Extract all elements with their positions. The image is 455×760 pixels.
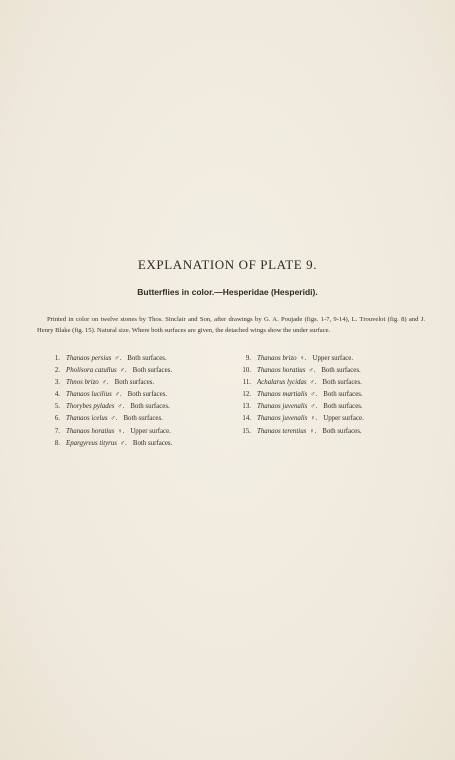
- entry-number: 7.: [54, 427, 60, 435]
- sex-symbol: ♂.: [114, 355, 122, 362]
- sex-symbol: ♂.: [117, 403, 125, 411]
- entry-number: 13.: [242, 403, 251, 411]
- species-name: Thanaos horatius: [257, 367, 306, 375]
- entry-number: 4.: [54, 391, 60, 399]
- surface-note: Both surfaces.: [132, 367, 173, 375]
- list-item: [45, 377, 245, 389]
- surface-note: Upper surface.: [312, 355, 354, 362]
- sex-symbol: ♂.: [309, 379, 317, 387]
- list-item: [45, 365, 245, 377]
- surface-note: Both surfaces.: [322, 427, 362, 435]
- surface-note: Both surfaces.: [132, 439, 173, 447]
- sex-symbol: ♀.: [309, 427, 317, 435]
- species-name: Thanaos lucilius: [66, 391, 112, 399]
- surface-note: Both surfaces.: [127, 355, 167, 362]
- plate-description: [37, 315, 425, 336]
- entries-left-column: [45, 353, 245, 450]
- entry-number: 5.: [54, 403, 60, 411]
- species-name: Thanaos persius: [66, 355, 112, 362]
- surface-note: Both surfaces.: [321, 367, 361, 375]
- description-paragraph: Printed in color on twelve stones by Thos. Sinclair and Son, after drawings by G. A. Poujade (figs. 1-7, 9-14), L. Trouvelot (fig. 8) and J. Henry Blake (fig. 15). Natural size. Where both surfaces are given, the detached wings show the under surface.: [37, 316, 425, 334]
- species-name: Pholisora catullus: [66, 367, 117, 375]
- plate-subtitle: Butterflies in color.—Hesperidae (Hesperidi).: [137, 287, 318, 297]
- sex-symbol: ♂.: [310, 391, 318, 399]
- surface-note: Upper surface.: [130, 427, 171, 435]
- sex-symbol: ♀.: [117, 427, 125, 435]
- species-name: Thnos brizo: [66, 379, 99, 387]
- sex-symbol: ♂.: [101, 379, 109, 387]
- list-item: [45, 438, 245, 450]
- species-name: Thanaos icelus: [66, 415, 108, 423]
- surface-note: Upper surface.: [323, 415, 364, 423]
- list-item: [45, 413, 245, 425]
- surface-note: Both surfaces.: [130, 403, 170, 411]
- entry-number: 10.: [242, 367, 251, 375]
- entry-number: 11.: [242, 379, 251, 387]
- list-item: [45, 389, 245, 401]
- sex-symbol: ♂.: [308, 367, 316, 375]
- list-item: [236, 377, 436, 389]
- species-name: Thanaos terentius: [257, 427, 307, 435]
- entry-number: 9.: [245, 355, 251, 362]
- sex-symbol: ♀.: [310, 415, 318, 423]
- list-item: [236, 413, 436, 425]
- surface-note: Both surfaces.: [123, 415, 163, 423]
- entry-number: 6.: [54, 415, 60, 423]
- list-item: [236, 401, 436, 413]
- sex-symbol: ♂.: [110, 415, 118, 423]
- list-item: [45, 401, 245, 413]
- list-item: [236, 426, 436, 438]
- surface-note: Both surfaces.: [323, 391, 363, 399]
- entry-number: 1.: [54, 355, 60, 362]
- surface-note: Both surfaces.: [322, 379, 362, 387]
- surface-note: Both surfaces.: [114, 379, 155, 387]
- list-item: [236, 365, 436, 377]
- entry-number: 8.: [54, 439, 60, 447]
- entries-right-column: [236, 353, 436, 438]
- species-name: Thanaos brizo: [257, 355, 297, 362]
- list-item: [236, 389, 436, 401]
- entry-number: 15.: [242, 427, 251, 435]
- sex-symbol: ♂.: [114, 391, 122, 399]
- species-name: Thanaos martialis: [257, 391, 308, 399]
- species-name: Epargyreus tityrus: [66, 439, 117, 447]
- surface-note: Both surfaces.: [127, 391, 168, 399]
- entry-number: 3.: [54, 379, 60, 387]
- sex-symbol: ♀.: [299, 355, 307, 362]
- sex-symbol: ♂.: [119, 367, 127, 375]
- sex-symbol: ♂.: [119, 439, 127, 447]
- entry-number: 2.: [54, 367, 60, 375]
- list-item: [236, 353, 436, 365]
- sex-symbol: ♂.: [310, 403, 318, 411]
- entry-number: 14.: [242, 415, 251, 423]
- surface-note: Both surfaces.: [323, 403, 363, 411]
- species-name: Achalarus lycidas: [257, 379, 307, 387]
- list-item: [45, 353, 245, 365]
- species-name: Thanaos juvenalis: [257, 415, 308, 423]
- species-name: Thanaos juvenalis: [257, 403, 308, 411]
- species-name: Thanaos horatius: [66, 427, 115, 435]
- entry-number: 12.: [242, 391, 251, 399]
- species-name: Thorybes pylades: [66, 403, 115, 411]
- plate-title: EXPLANATION OF PLATE 9.: [137, 257, 318, 272]
- list-item: [45, 426, 245, 438]
